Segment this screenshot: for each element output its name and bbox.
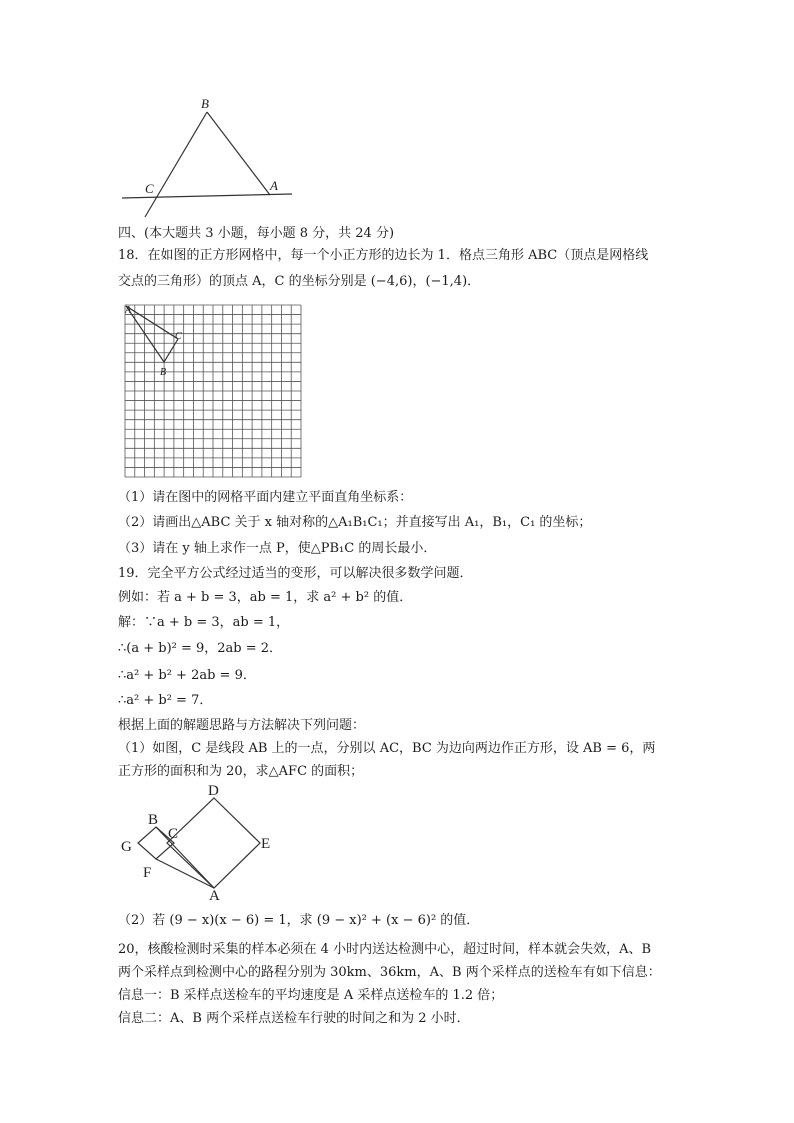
segment-ab <box>156 827 214 888</box>
fig-label-a: A <box>209 888 220 904</box>
grid-label-b: B <box>160 367 167 378</box>
fig-label-b: B <box>148 812 159 828</box>
large-square <box>167 798 260 888</box>
q19-solution-2: ∴(a + b)² = 9，2ab = 2． <box>118 641 283 656</box>
fig-label-c: C <box>168 826 179 842</box>
segment-fa <box>156 859 214 888</box>
q19-part2: （2）若 (9 − x)(x − 6) = 1，求 (9 − x)² + (x − 6)² 的值． <box>118 913 480 928</box>
q19-part1-line1: （1）如图，C 是线段 AB 上的一点，分别以 AC，BC 为边向两边作正方形，设 AB = 6，两 <box>118 741 656 756</box>
q19-solution-1: 解：∵a + b = 3，ab = 1， <box>118 615 290 630</box>
vertex-label-c: C <box>145 181 154 196</box>
section-heading: 四、(本大题共 3 小题，每小题 8 分，共 24 分) <box>118 226 395 241</box>
q20-info1: 信息一：B 采样点送检车的平均速度是 A 采样点送检车的 1.2 倍； <box>118 988 504 1003</box>
q19-prompt: 根据上面的解题思路与方法解决下列问题： <box>118 718 366 733</box>
q20-line2: 两个采样点到检测中心的路程分别为 30km、36km，A、B 两个采样点的送检车有如下信息： <box>118 965 661 980</box>
q20-info2: 信息二：A、B 两个采样点送检车行驶的时间之和为 2 小时． <box>118 1011 470 1026</box>
grid-label-c: C <box>175 331 182 342</box>
fig-label-f: F <box>143 865 152 881</box>
fig-label-g: G <box>121 839 132 855</box>
q19-part1-line2: 正方形的面积和为 20，求△AFC 的面积； <box>118 764 364 779</box>
q18-part2: （2）请画出△ABC 关于 x 轴对称的△A₁B₁C₁；并直接写出 A₁，B₁，C₁ 的坐标； <box>118 515 592 530</box>
vertex-label-b: B <box>201 96 209 111</box>
grid-label-a: A <box>125 305 132 316</box>
q19-intro: 19．完全平方公式经过适当的变形，可以解决很多数学问题． <box>118 566 473 581</box>
q18-part3: （3）请在 y 轴上求作一点 P，使△PB₁C 的周长最小． <box>118 541 437 556</box>
q18-part1: （1）请在图中的网格平面内建立平面直角坐标系： <box>118 490 413 505</box>
fig-label-e: E <box>261 836 271 852</box>
q20-line1: 20，核酸检测时采集的样本必须在 4 小时内送达检测中心，超过时间，样本就会失效，A、B <box>118 942 652 957</box>
vertex-label-a: A <box>270 178 278 193</box>
fig-label-d: D <box>208 783 219 799</box>
q19-solution-4: ∴a² + b² = 7． <box>118 693 213 708</box>
q18-line1: 18．在如图的正方形网格中，每一个小正方形的边长为 1．格点三角形 ABC（顶点是网格线 <box>118 248 649 263</box>
q18-line2: 交点的三角形）的顶点 A，C 的坐标分别是 (−4,6)，(−1,4)． <box>118 274 481 289</box>
q19-example: 例如：若 a + b = 3，ab = 1，求 a² + b² 的值． <box>118 590 413 605</box>
q19-solution-3: ∴a² + b² + 2ab = 9． <box>118 668 256 683</box>
